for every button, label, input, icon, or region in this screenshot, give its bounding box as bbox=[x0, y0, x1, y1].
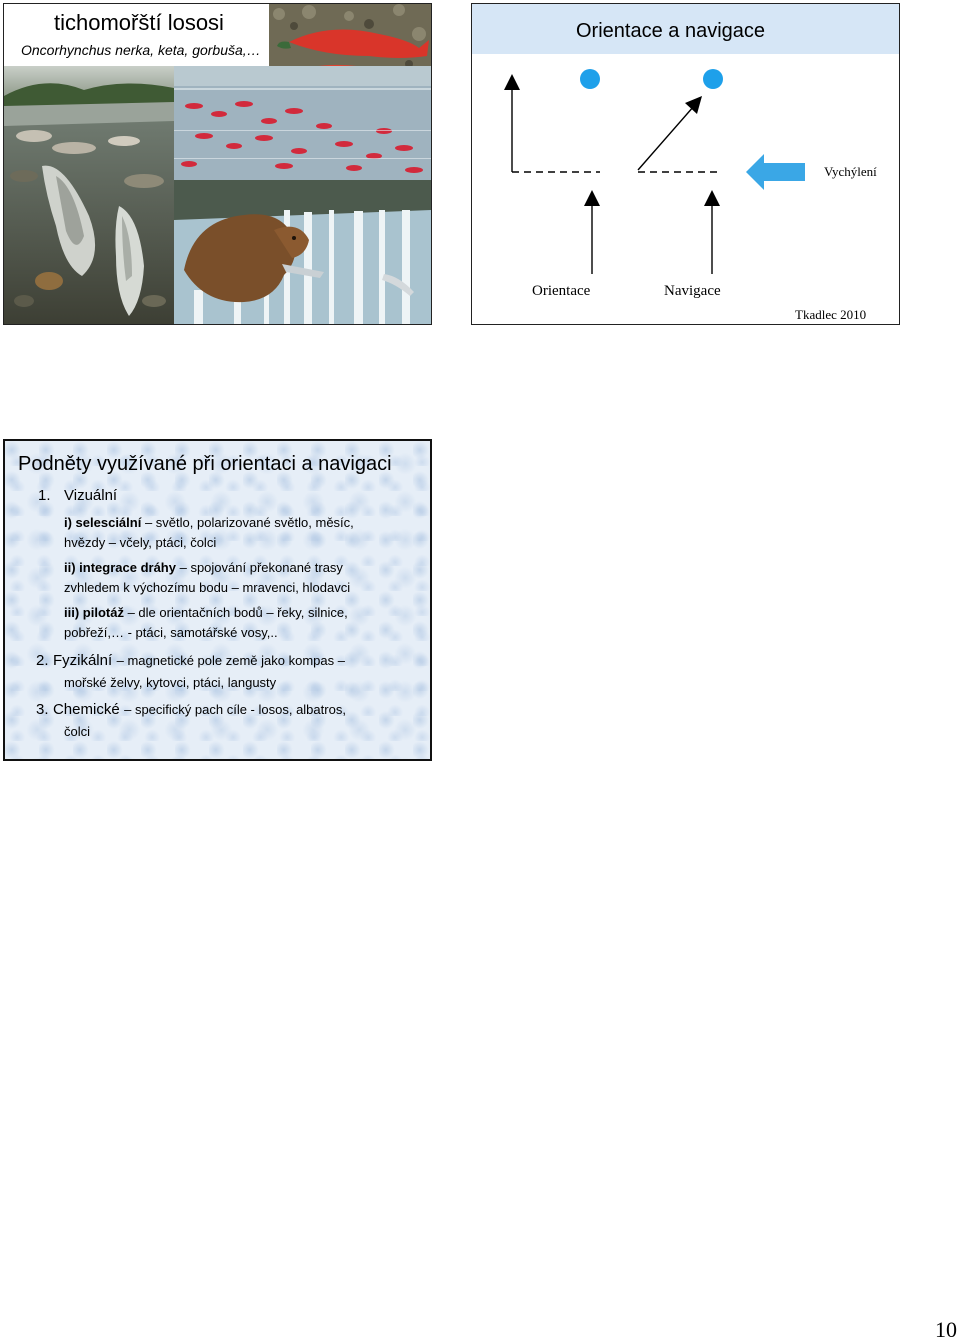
slide-orientation-navigation bbox=[471, 3, 900, 325]
navigation-path-line bbox=[638, 106, 694, 170]
subitem-selescialni bbox=[64, 515, 354, 530]
salmon-school-photo bbox=[174, 66, 431, 180]
slide-title: Orientace a navigace bbox=[576, 20, 766, 42]
subitem-integrace bbox=[64, 560, 343, 575]
item-heading-physical: Fyzikální bbox=[52, 652, 113, 669]
navigation-arrowhead bbox=[685, 96, 702, 114]
deflection-arrow bbox=[746, 154, 805, 190]
target-dot-left bbox=[580, 69, 600, 89]
target-dot-right bbox=[703, 69, 723, 89]
item-heading-chemical: Chemické bbox=[52, 701, 120, 718]
dead-salmon-river-photo bbox=[4, 66, 174, 324]
subitem-text: – dle orientačních bodů – řeky, silnice, bbox=[127, 605, 348, 620]
species-subtitle: Oncorhynchus nerka, keta, gorbuša,… bbox=[21, 42, 261, 58]
item-text: čolci bbox=[64, 724, 91, 739]
subitem-text: hvězdy – včely, ptáci, čolci bbox=[64, 535, 217, 550]
orientation-arrowhead-top bbox=[504, 74, 520, 90]
credit-text: Tkadlec 2010 bbox=[795, 307, 867, 322]
subitem-term: ii) integrace dráhy bbox=[64, 560, 176, 575]
item-chemical bbox=[36, 701, 346, 719]
label-navigation: Navigace bbox=[664, 283, 721, 299]
item-text: mořské želvy, kytovci, ptáci, langusty bbox=[64, 675, 277, 690]
item-number: 3. bbox=[36, 701, 49, 718]
item-number: 1. bbox=[38, 487, 51, 504]
subitem-text: pobřeží,… - ptáci, samotářské vosy,.. bbox=[64, 625, 278, 640]
slide-stimuli bbox=[3, 439, 432, 761]
item-number: 2. bbox=[36, 652, 49, 669]
navigation-arrowhead-bottom bbox=[704, 190, 720, 206]
subitem-pilotaz bbox=[64, 605, 348, 620]
page-number: 10 bbox=[935, 1317, 957, 1342]
slide-title-box bbox=[4, 4, 269, 66]
label-deflection: Vychýlení bbox=[824, 164, 877, 179]
item-text: – magnetické pole země jako kompas – bbox=[116, 653, 345, 668]
slide-title: tichomořští lososi bbox=[54, 10, 224, 35]
item-physical bbox=[36, 652, 345, 670]
subitem-text: zvhledem k výchozímu bodu – mravenci, hlodavci bbox=[64, 580, 351, 595]
subitem-text: – spojování překonané trasy bbox=[179, 560, 343, 575]
subitem-text: – světlo, polarizované světlo, měsíc, bbox=[144, 515, 354, 530]
slide-salmon bbox=[3, 3, 432, 325]
label-orientation: Orientace bbox=[532, 283, 591, 299]
item-heading-visual: Vizuální bbox=[64, 487, 118, 504]
subitem-term: iii) pilotáž bbox=[64, 605, 124, 620]
slide-title: Podněty využívané při orientaci a navigaci bbox=[18, 453, 392, 475]
item-text: – specifický pach cíle - losos, albatros, bbox=[124, 702, 346, 717]
bear-catching-salmon-photo bbox=[174, 180, 431, 324]
orientation-arrowhead-bottom bbox=[584, 190, 600, 206]
subitem-term: i) selesciální bbox=[64, 515, 142, 530]
